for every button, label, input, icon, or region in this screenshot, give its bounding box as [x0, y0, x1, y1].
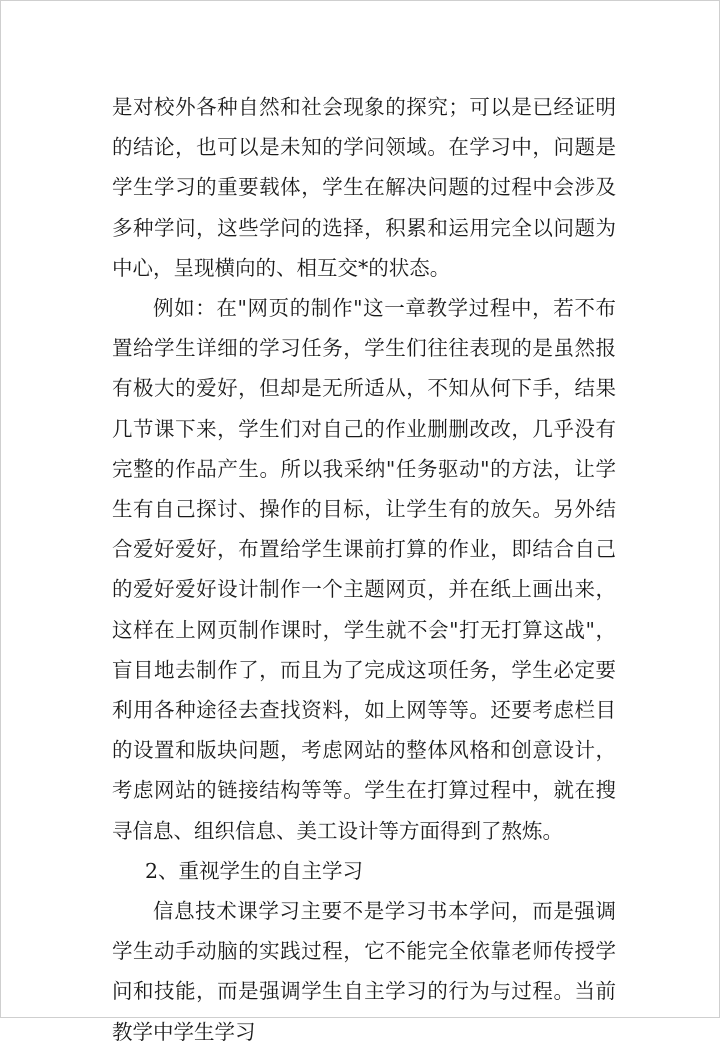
paragraph-example: 例如：在"网页的制作"这一章教学过程中，若不布置给学生详细的学习任务，学生们往往表现的是虽然报有极大的爱好，但却是无所适从，不知从何下手，结果几节课下来，学生们对自己的作业删删改改，几乎没有完整的作品产生。所以我采纳"任务驱动"的方法，让学生有自己探讨、操作的目标，让学生有的放矢。另外结合爱好爱好，布置给学生课前打算的作业，即结合自己的爱好爱好设计制作一个主题网页，并在纸上画出来，这样在上网页制作课时，学生就不会"打无打算这战"，盲目地去制作了，而且为了完成这项任务，学生必定要利用各种途径去查找资料，如上网等等。还要考虑栏目的设置和版块问题，考虑网站的整体风格和创意设计，考虑网站的链接结构等等。学生在打算过程中，就在搜寻信息、组织信息、美工设计等方面得到了熬炼。 [112, 296, 616, 843]
document-body [112, 87, 616, 1052]
section-heading: 2、重视学生的自主学习 [145, 858, 364, 883]
paragraph-continuation: 是对校外各种自然和社会现象的探究；可以是已经证明的结论，也可以是未知的学问领域。在学习中，问题是学生学习的重要载体，学生在解决问题的过程中会涉及多种学问，这些学问的选择，积累和运用完全以问题为中心，呈现横向的、相互交*的状态。 [112, 95, 616, 280]
paragraph-self-study: 信息技术课学习主要不是学习书本学问，而是强调学生动手动脑的实践过程，它不能完全依靠老师传授学问和技能，而是强调学生自主学习的行为与过程。当前教学中学生学习 [112, 899, 616, 1044]
